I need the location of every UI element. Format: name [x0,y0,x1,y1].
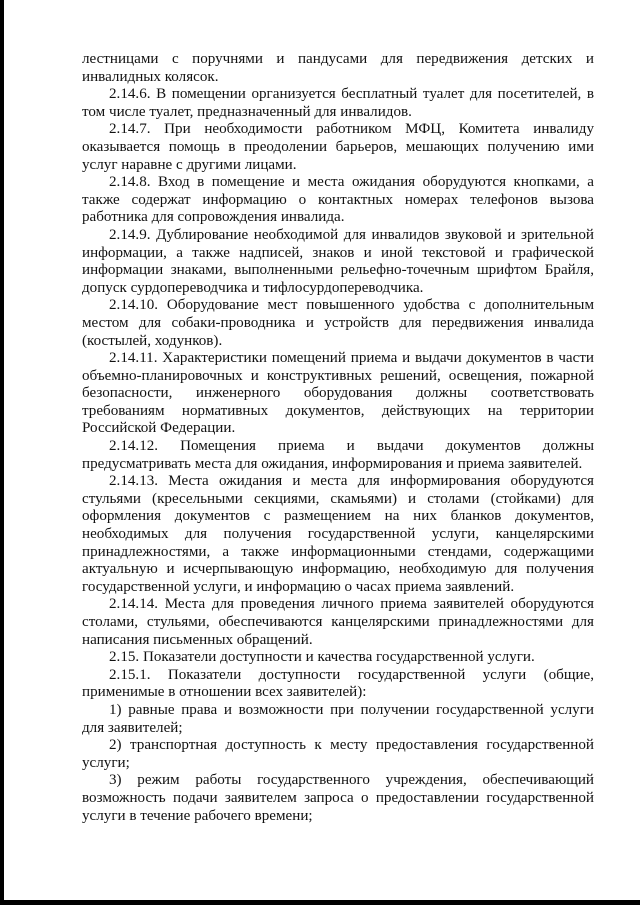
paragraph-2-14-7: 2.14.7. При необходимости работником МФЦ, Комитета инвалиду оказывается помощь в преодолении барьеров, мешающих получению ими услуг наравне с другими лицами. [82,121,594,173]
paragraph-2-14-6: 2.14.6. В помещении организуется бесплатный туалет для посетителей, в том числе туалет, предназначенный для инвалидов. [82,86,594,120]
paragraph-2-14-13: 2.14.13. Места ожидания и места для информирования оборудуются стульями (кресельными секциями, скамьями) и столами (стойками) для оформления документов с размещением на них бланков документов, необходимых для получения государственной услуги, канцелярскими принадлежностями, а также информационными стендами, содержащими актуальную и исчерпывающую информацию, необходимую для получения государственной услуги, и информацию о часах приема заявлений. [82,473,594,595]
section-heading-2-15: 2.15. Показатели доступности и качества государственной услуги. [109,649,535,666]
scan-bottom-edge [0,900,640,905]
paragraph-2-14-11: 2.14.11. Характеристики помещений приема и выдачи документов в части объемно-планировочных и конструктивных решений, освещения, пожарной безопасности, инженерного оборудования должны соответствовать требованиям нормативных документов, действующих на территории Российской Федерации. [82,350,594,437]
paragraph-2-14-10: 2.14.10. Оборудование мест повышенного удобства с дополнительным местом для собаки-проводника и устройств для передвижения инвалида (костылей, ходунков). [82,297,594,349]
paragraph-2-14-9: 2.14.9. Дублирование необходимой для инвалидов звуковой и зрительной информации, а также надписей, знаков и иной текстовой и графической информации знаками, выполненными рельефно-точечным шрифтом Брайля, допуск сурдопереводчика и тифлосурдопереводчика. [82,226,594,296]
list-item-1: 1) равные права и возможности при получении государственной услуги для заявителей; [82,701,594,736]
paragraph-2-15-1: 2.15.1. Показатели доступности государственной услуги (общие, применимые в отношении всех заявителей): [82,666,594,701]
document-body [82,51,594,825]
paragraph-continuation: лестницами с поручнями и пандусами для передвижения детских и инвалидных колясок. [82,51,594,85]
paragraph-2-14-14: 2.14.14. Места для проведения личного приема заявителей оборудуются столами, стульями, обеспечиваются канцелярскими принадлежностями для написания письменных обращений. [82,596,594,648]
paragraph-2-14-12: 2.14.12. Помещения приема и выдачи документов должны предусматривать места для ожидания, информирования и приема заявителей. [82,438,594,472]
paragraph-2-14-8: 2.14.8. Вход в помещение и места ожидания оборудуются кнопками, а также содержат информацию о контактных номерах телефонов вызова работника для сопровождения инвалида. [82,174,594,226]
list-item-2: 2) транспортная доступность к месту предоставления государственной услуги; [82,737,594,771]
list-item-3: 3) режим работы государственного учреждения, обеспечивающий возможность подачи заявителем запроса о предоставлении государственной услуги в течение рабочего времени; [82,772,594,824]
scan-left-edge [0,0,4,905]
